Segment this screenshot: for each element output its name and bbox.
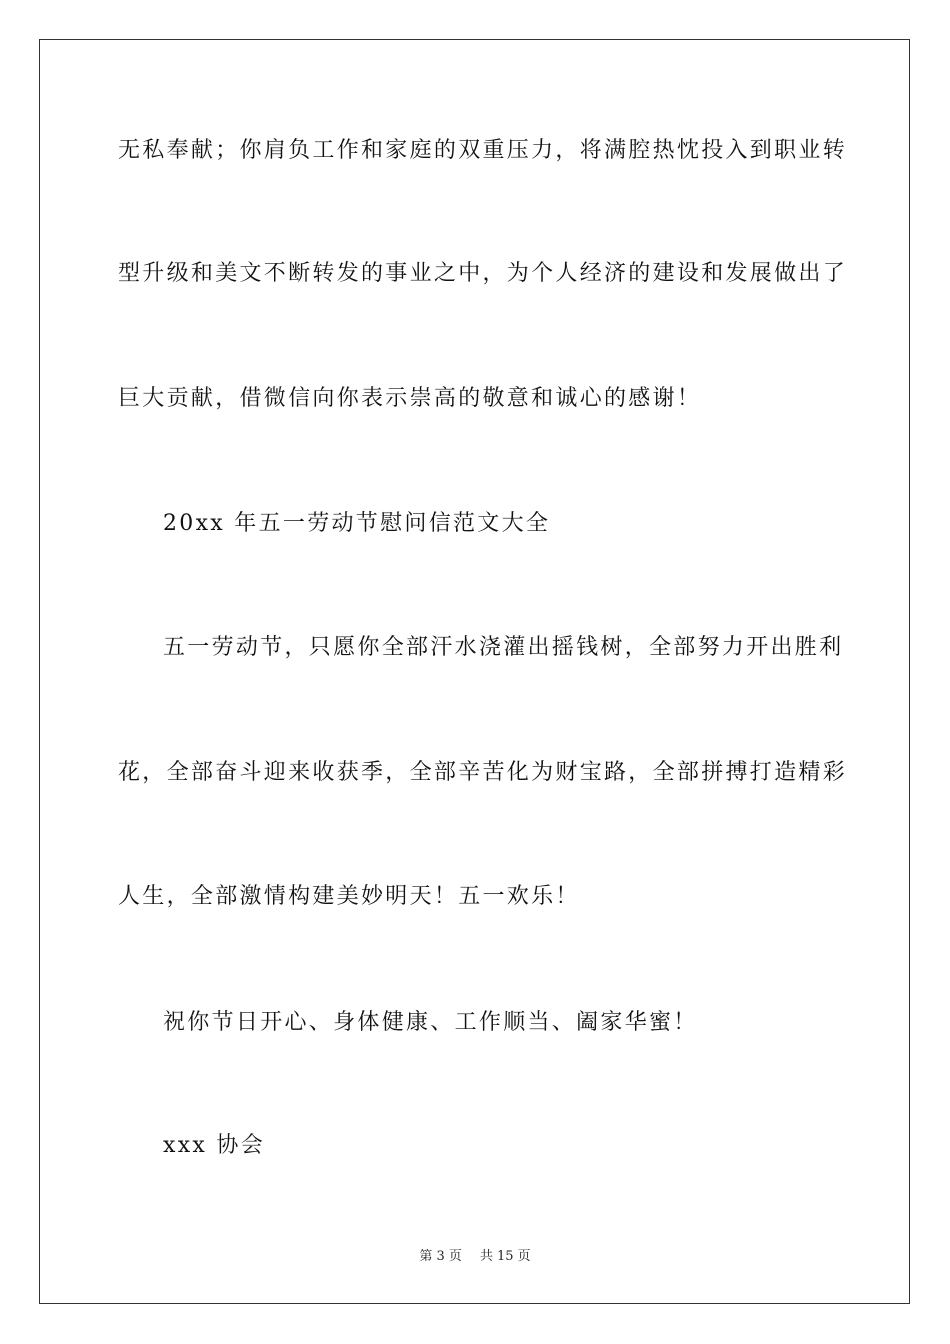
- page-border: [39, 39, 910, 1304]
- body-text-line: 无私奉献；你肩负工作和家庭的双重压力，将满腔热忱投入到职业转: [118, 138, 848, 163]
- body-text-line: 五一劳动节，只愿你全部汗水浇灌出摇钱树，全部努力开出胜利: [163, 635, 844, 660]
- signature: xxx 协会: [163, 1133, 266, 1158]
- page-number: 第 3 页: [419, 1249, 462, 1264]
- body-text-line: 人生，全部激情构建美妙明天！五一欢乐！: [118, 884, 580, 909]
- body-text-line: 型升级和美文不断转发的事业之中，为个人经济的建设和发展做出了: [118, 261, 848, 286]
- body-text-line: 花，全部奋斗迎来收获季，全部辛苦化为财宝路，全部拼搏打造精彩: [118, 760, 848, 785]
- closing-wish: 祝你节日开心、身体健康、工作顺当、阖家华蜜！: [163, 1010, 698, 1035]
- page-footer: [0, 1248, 950, 1266]
- section-heading: 20xx 年五一劳动节慰问信范文大全: [163, 511, 551, 536]
- total-pages: 共 15 页: [479, 1249, 531, 1264]
- body-text-line: 巨大贡献，借微信向你表示崇高的敬意和诚心的感谢！: [118, 386, 702, 411]
